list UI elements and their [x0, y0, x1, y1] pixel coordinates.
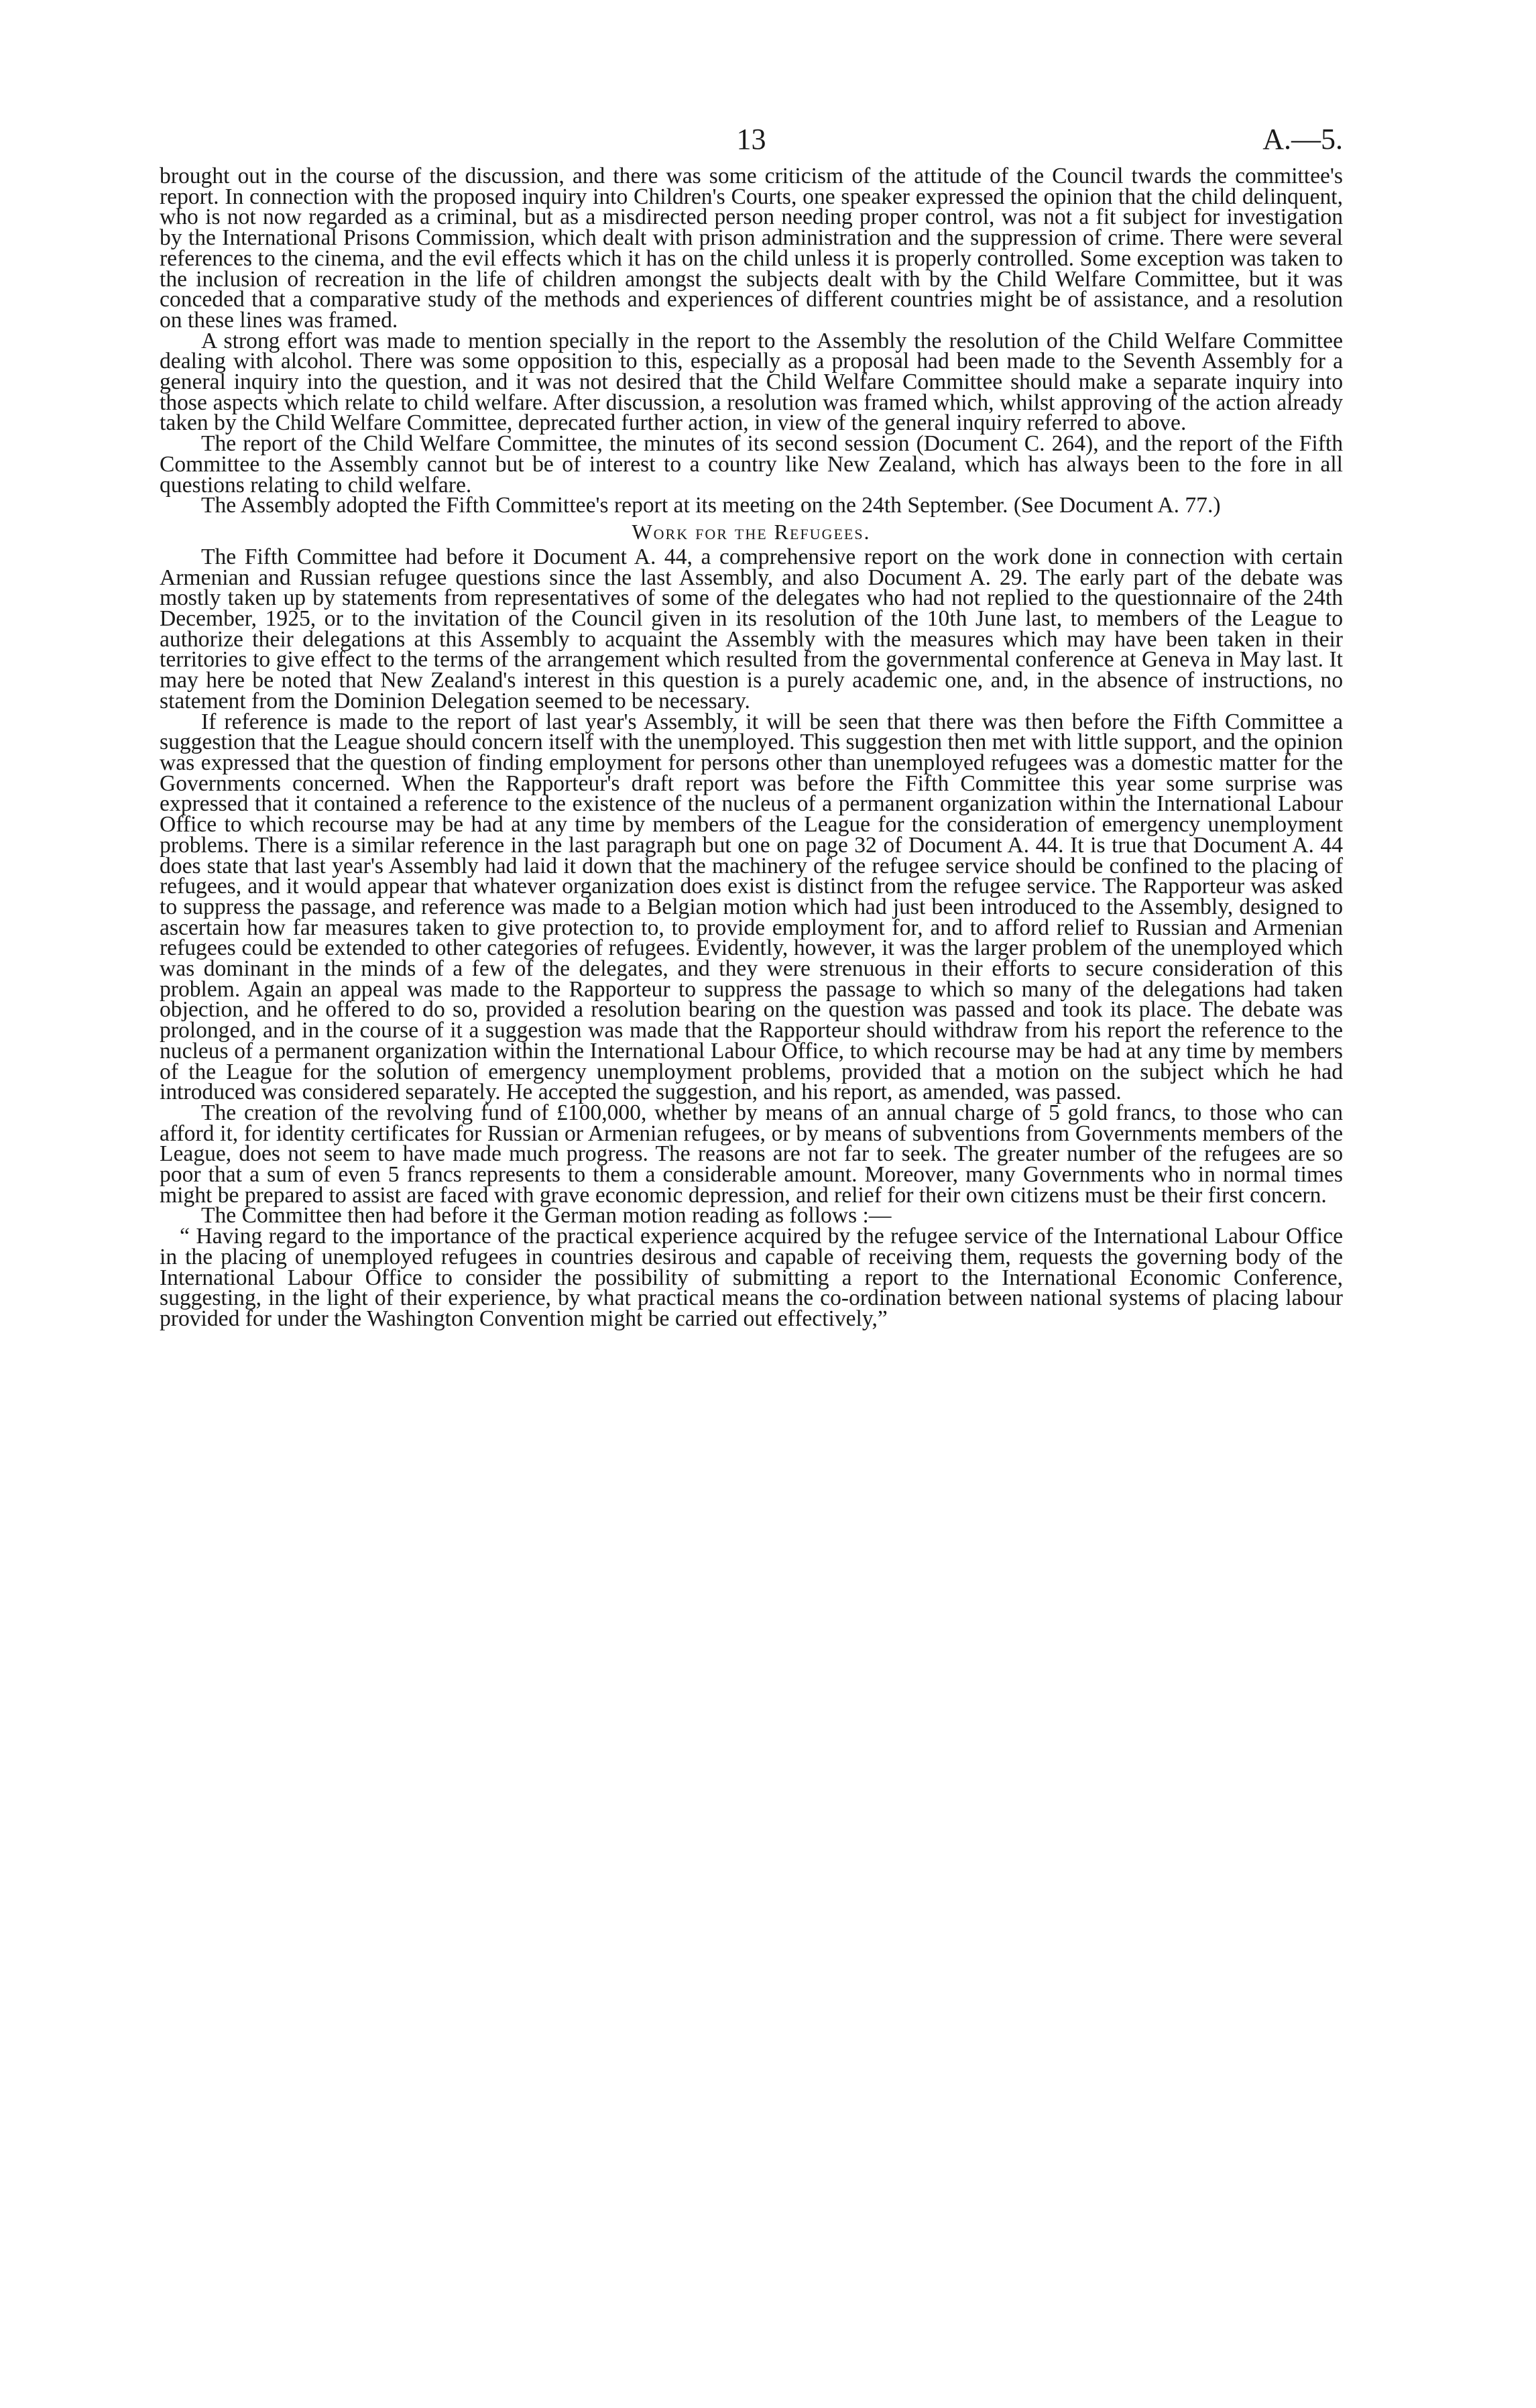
- paragraph-german-motion-intro: The Committee then had before it the German motion reading as follows :—: [201, 1203, 892, 1228]
- quoted-motion: “ Having regard to the importance of the practical experience acquired by the refugee service of the International Labour Office in the placing of unemployed refugees in countries desirous and capable of receiving them, requests the governing body of the International Labour Office to consider the possibility of submitting a report to the International Economic Conference, suggesting, in the light of their experience, by what practical means the co-ordination between national systems of placing labour provided for under the Washington Convention might be carried out effectively,”: [160, 1224, 1343, 1331]
- paragraph-continued: brought out in the course of the discussion, and there was some criticism of the attitude of the Council twards the committee's report. In connection with the proposed inquiry into Children's Courts, one speaker expressed the opinion that the child delinquent, who is not now regarded as a criminal, but as a misdirected person needing proper control, was not a fit subject for investigation by the International Prisons Commission, which dealt with prison administration and the suppression of crime. There were several references to the cinema, and the evil effects which it has on the child unless it is properly controlled. Some exception was taken to the inclusion of recreation in the life of children amongst the subjects dealt with by the Child Welfare Committee, but it was conceded that a comparative study of the methods and experiences of different countries might be of assistance, and a resolution on these lines was framed.: [160, 164, 1343, 333]
- body-text: [160, 166, 1343, 1330]
- section-heading: Work for the Refugees.: [632, 519, 871, 544]
- paragraph-revolving-fund: The creation of the revolving fund of £100,000, whether by means of an annual charge of 5 gold francs, to those who can afford it, for identity certificates for Russian or Armenian refugees, or by means of subventions from Governments members of the League, does not seem to have made much progress. The reasons are not far to seek. The greater number of the refugees are so poor that a sum of even 5 francs represents to them a considerable amount. Moreover, many Governments who in normal times might be prepared to assist are faced with grave economic depression, and relief for their own citizens must be their first concern.: [160, 1100, 1343, 1208]
- paragraph-unemployed: If reference is made to the report of last year's Assembly, it will be seen that there was then before the Fifth Committee a suggestion that the League should concern itself with the unemployed. This suggestion then met with little support, and the opinion was expressed that the question of finding employment for persons other than unemployed refugees was a domestic matter for the Governments concerned. When the Rapporteur's draft report was before the Fifth Committee this year some surprise was expressed that it contained a reference to the existence of the nucleus of a permanent organization within the International Labour Office to which recourse may be had at any time by members of the League for the consideration of emergency unemployment problems. There is a similar reference in the last paragraph but one on page 32 of Document A. 44. It is true that Document A. 44 does state that last year's Assembly had laid it down that the machinery of the refugee service should be confined to the placing of refugees, and it would appear that whatever organization does exist is distinct from the refugee service. The Rapporteur was asked to suppress the passage, and reference was made to a Belgian motion which had just been introduced to the Assembly, designed to ascertain how far measures taken to give protection to, to provide employment for, and to afford relief to Russian and Armenian refugees could be extended to other categories of refugees. Evidently, however, it was the larger problem of the unemployed which was dominant in the minds of a few of the delegates, and they were strenuous in their efforts to secure consideration of this problem. Again an appeal was made to the Rapporteur to suppress the passage to which so many of the delegations had taken objection, and he offered to do so, provided a resolution bearing on the question was passed and took its place. The debate was prolonged, and in the course of it a suggestion was made that the Rapporteur should withdraw from his report the reference to the nucleus of a permanent organization within the International Labour Office, to which recourse may be had at any time by members of the League for the solution of emergency unemployment problems, provided that a motion on the subject which he had introduced was considered separately. He accepted the suggestion, and his report, as amended, was passed.: [160, 709, 1343, 1105]
- paragraph-child-welfare-report: The report of the Child Welfare Committee, the minutes of its second session (Document C. 264), and the report of the Fifth Committee to the Assembly cannot but be of interest to a country like New Zealand, which has always been to the fore in all questions relating to child welfare.: [160, 431, 1343, 498]
- document-page: [160, 119, 1343, 1330]
- page-header: [160, 119, 1343, 166]
- document-reference: A.—5.: [1262, 123, 1343, 156]
- paragraph-alcohol: A strong effort was made to mention specially in the report to the Assembly the resolution of the Child Welfare Committee dealing with alcohol. There was some opposition to this, especially as a proposal had been made to the Seventh Assembly for a general inquiry into the question, and it was not desired that the Child Welfare Committee should make a separate inquiry into those aspects which relate to child welfare. After discussion, a resolution was framed which, whilst approving of the action already taken by the Child Welfare Committee, deprecated further action, in view of the general inquiry referred to above.: [160, 328, 1343, 436]
- page-number: 13: [736, 123, 766, 156]
- paragraph-fifth-committee: The Fifth Committee had before it Document A. 44, a comprehensive report on the work done in connection with certain Armenian and Russian refugee questions since the last Assembly, and also Document A. 29. The early part of the debate was mostly taken up by statements from representatives of some of the delegates who had not replied to the questionnaire of the 24th December, 1925, or to the invitation of the Council given in its resolution of the 10th June last, to members of the League to authorize their delegations at this Assembly to acquaint the Assembly with the measures which may have been taken in their territories to give effect to the terms of the arrangement which resulted from the governmental conference at Geneva in May last. It may here be noted that New Zealand's interest in this question is a purely academic one, and, in the absence of instructions, no statement from the Dominion Delegation seemed to be necessary.: [160, 544, 1343, 713]
- paragraph-assembly-adopted: The Assembly adopted the Fifth Committee's report at its meeting on the 24th September. (See Document A. 77.): [201, 493, 1221, 518]
